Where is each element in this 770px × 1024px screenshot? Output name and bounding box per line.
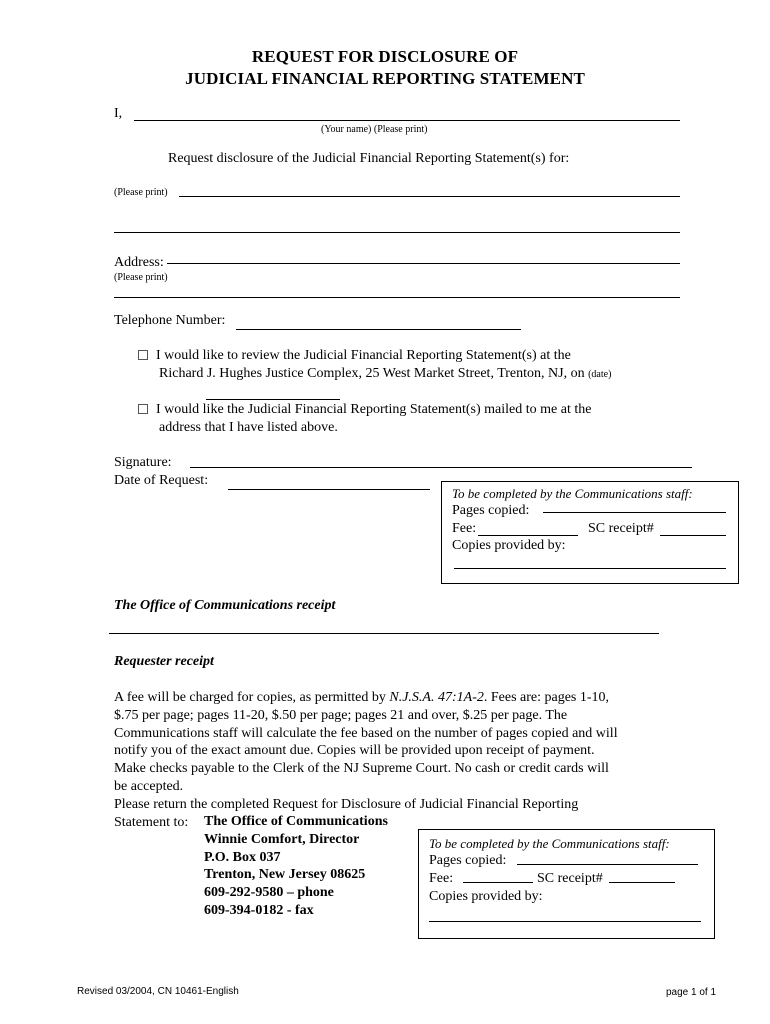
fee-info-line4: notify you of the exact amount due. Copies will be provided upon receipt of payment. <box>114 743 595 759</box>
address-field-2[interactable] <box>114 297 680 298</box>
staff-box-1-receipt-field[interactable] <box>660 535 726 536</box>
staff-box-1-pages-label: Pages copied: <box>452 503 530 518</box>
office-receipt-line <box>109 633 659 634</box>
fee-info-line1a: A fee will be charged for copies, as permitted by <box>114 690 390 705</box>
fee-info-line1b: . Fees are: pages 1-10, <box>483 690 610 705</box>
fee-info-line8: Statement to: <box>114 814 189 830</box>
fee-info-line6: be accepted. <box>114 778 184 794</box>
fee-info-line7: Please return the completed Request for Disclosure of Judicial Financial Reporting <box>114 796 579 812</box>
staff-box-2-pages-field[interactable] <box>517 864 698 865</box>
staff-box-2-fee-label: Fee: <box>429 871 454 886</box>
option-review <box>138 347 698 384</box>
option-mail-line1: I would like the Judicial Financial Reporting Statement(s) mailed to me at the <box>156 402 592 417</box>
staff-box-1 <box>441 481 739 584</box>
fee-info-line2: $.75 per page; pages 11-20, $.50 per page; pages 21 and over, $.25 per page. The <box>114 707 568 723</box>
address-phone: 609-292-9580 – phone <box>204 885 334 901</box>
address-office: The Office of Communications <box>204 814 388 829</box>
address-po-box: P.O. Box 037 <box>204 849 281 865</box>
request-text: Request disclosure of the Judicial Financial Reporting Statement(s) for: <box>168 151 570 166</box>
fee-info-line5: Make checks payable to the Clerk of the NJ Supreme Court. No cash or credit cards will <box>114 761 609 777</box>
date-label: Date of Request: <box>114 473 209 488</box>
staff-box-2-fee-field[interactable] <box>463 882 533 883</box>
staff-box-1-pages-field[interactable] <box>543 512 726 513</box>
page-title-line1: REQUEST FOR DISCLOSURE OF <box>251 47 519 66</box>
mail-checkbox[interactable] <box>138 404 148 414</box>
staff-box-2-copies-field[interactable] <box>429 921 701 922</box>
review-checkbox[interactable] <box>138 350 148 360</box>
judge-name-field-2[interactable] <box>114 232 680 233</box>
page-title-line2: JUDICIAL FINANCIAL REPORTING STATEMENT <box>185 69 585 88</box>
address-field[interactable] <box>167 263 680 264</box>
address-name: Winnie Comfort, Director <box>204 831 360 847</box>
staff-box-1-receipt-label: SC receipt# <box>588 521 654 536</box>
signature-label: Signature: <box>114 455 172 470</box>
address-hint: (Please print) <box>114 272 168 283</box>
staff-box-1-fee-label: Fee: <box>452 521 477 536</box>
revision-note: Revised 03/2004, CN 10461-English <box>77 986 239 997</box>
mailing-address <box>204 813 388 920</box>
statute-reference: N.J.S.A. 47:1A-2 <box>389 690 484 705</box>
address-fax: 609-394-0182 - fax <box>204 902 314 918</box>
your-name-hint: (Your name) (Please print) <box>321 124 428 135</box>
address-city: Trenton, New Jersey 08625 <box>204 867 366 883</box>
date-field[interactable] <box>228 489 430 490</box>
staff-box-2-receipt-label: SC receipt# <box>537 871 603 886</box>
please-print-hint: (Please print) <box>114 187 168 198</box>
requester-receipt-heading: Requester receipt <box>114 654 214 669</box>
fee-info-line3: Communications staff will calculate the fee based on the number of pages copied and will <box>114 725 618 741</box>
option-review-line1: I would like to review the Judicial Financial Reporting Statement(s) at the <box>156 348 571 363</box>
staff-box-2-receipt-field[interactable] <box>609 882 675 883</box>
office-receipt-heading: The Office of Communications receipt <box>114 598 336 613</box>
telephone-label: Telephone Number: <box>114 313 226 328</box>
option-review-line2: Richard J. Hughes Justice Complex, 25 West Market Street, Trenton, NJ, on <box>159 366 585 381</box>
staff-box-2 <box>418 829 715 939</box>
signature-field[interactable] <box>190 467 692 468</box>
option-mail-line2: address that I have listed above. <box>159 420 338 435</box>
staff-box-2-pages-label: Pages copied: <box>429 853 507 868</box>
address-label: Address: <box>114 255 164 270</box>
staff-box-2-copies-label: Copies provided by: <box>429 889 543 904</box>
staff-box-1-fee-field[interactable] <box>478 535 578 536</box>
staff-box-1-heading: To be completed by the Communications staff: <box>452 486 693 501</box>
i-label: I, <box>114 106 123 121</box>
name-field[interactable] <box>134 120 680 121</box>
telephone-field[interactable] <box>236 329 521 330</box>
fee-info <box>114 689 674 831</box>
option-review-date-hint: (date) <box>588 369 612 380</box>
staff-box-1-copies-label: Copies provided by: <box>452 538 566 553</box>
staff-box-1-copies-field[interactable] <box>454 568 726 569</box>
judge-name-field[interactable] <box>179 196 680 197</box>
staff-box-2-heading: To be completed by the Communications staff: <box>429 836 670 851</box>
option-mail <box>138 401 698 437</box>
page-number: page 1 of 1 <box>666 987 717 998</box>
review-date-field[interactable] <box>206 399 340 400</box>
